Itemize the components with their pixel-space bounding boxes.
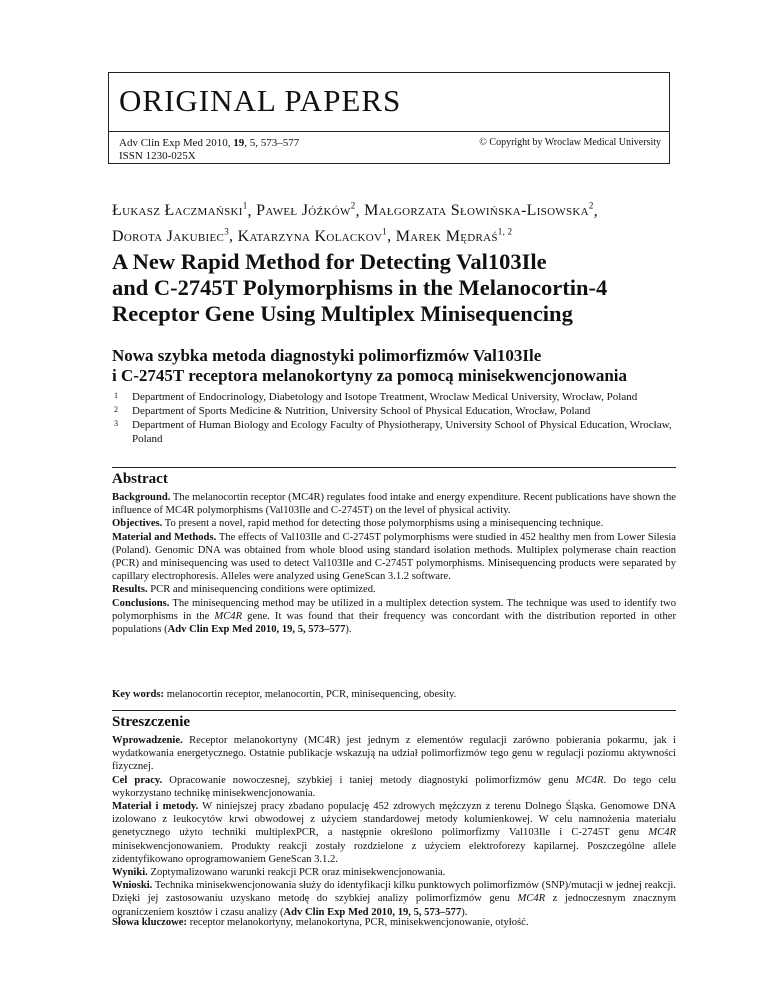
author: Paweł Jóźków$^2$: [256, 201, 356, 220]
streszczenie-wprowadzenie: Wprowadzenie. Receptor melanokortyny (MC4R) jest jednym z elementów regulacji zarówno pobierania pokarmu, jak i wydatkowania energetycznego. Ostatnie publikacje wskazują na udział polimorfizmów tego genu w regulacji poziomu aktywności fizycznej.: [112, 735, 676, 773]
journal-volume: 19: [233, 137, 245, 149]
streszczenie-body: [112, 734, 676, 919]
header-divider: [109, 131, 669, 132]
abstract-methods: Material and Methods. The effects of Val103Ile and C-2745T polymorphisms were studied in 452 healthy men from Lower Silesia (Poland). Genomic DNA was obtained from whole blood using standard isolation methods. Multiplex polymerase chain reaction (PCR) and minisequencing was used to detect Val103Ile and C-2745T polymorphisms. Minisequencing products were separated by capillary electrophoresis. Alleles were analyzed using GeneScan 3.1.2 software.: [112, 531, 676, 583]
author: Małgorzata Słowińska-Lisowska$^2$: [364, 201, 594, 220]
streszczenie-divider: [112, 710, 676, 711]
issn: ISSN 1230-025X: [119, 150, 196, 162]
streszczenie-metody: Materiał i metody. W niniejszej pracy zbadano populację 452 zdrowych mężczyzn z terenu Dolnego Śląska. Genomowe DNA izolowano z leukocytów krwi obwodowej z użyciem standardowej metody kolumienkowej. W celu namnożenia materiału genetycznego użyto techniki multiplexPCR, a następnie określono polimorfizmy Val103Ile i C-2745T genu MC4R minisekwencjonowaniem. Produkty reakcji zostały rozdzielone z użyciem elektroforezy kapilarnej. Poszczególne allele zidentyfikowano oprogramowaniem GeneScan 3.1.2.: [112, 801, 676, 865]
author: Marek Mędraś$^{1, 2}$: [395, 226, 513, 245]
copyright: © Copyright by Wroclaw Medical University: [479, 137, 661, 148]
streszczenie-keywords: Słowa kluczowe: receptor melanokortyny, melanokortyna, PCR, minisekwencjonowanie, otyłość.: [112, 917, 529, 928]
affiliation-item: 2 Department of Sports Medicine & Nutrition, University School of Physical Education, Wrocław, Poland: [114, 405, 591, 417]
author: Katarzyna Kolackov$^1$: [237, 226, 388, 245]
affiliation-item: 1 Department of Endocrinology, Diabetology and Isotope Treatment, Wroclaw Medical University, Wrocław, Poland: [114, 391, 638, 403]
abstract-background: Background. The melanocortin receptor (MC4R) regulates food intake and energy expenditure. Recent publications have shown the influence of MC4R polymorphisms (Val103Ile and C-2745T) on the level of physical activity.: [112, 492, 676, 517]
section-header-box: [108, 72, 670, 164]
author: Łukasz Łaczmański$^1$: [112, 201, 248, 220]
journal-citation: [119, 137, 299, 163]
abstract-heading: Abstract: [112, 471, 168, 487]
abstract-divider: [112, 467, 676, 468]
streszczenie-heading: Streszczenie: [112, 714, 191, 730]
journal-pages: , 5, 573–577: [244, 137, 300, 149]
affiliations: [112, 390, 676, 446]
section-title: ORIGINAL PAPERS: [119, 83, 402, 118]
author-list: Łukasz Łaczmański$^1$, Paweł Jóźków$^2$, Małgorzata Słowińska-Lisowska$^2$, Dorota Jakubiec$^3$, Katarzyna Kolackov$^1$, Marek Mędraś$^{1, 2}$: [112, 201, 599, 245]
abstract-keywords: Key words: melanocortin receptor, melanocortin, PCR, minisequencing, obesity.: [112, 689, 457, 700]
abstract-objectives: Objectives. To present a novel, rapid method for detecting those polymorphisms using a minisequencing technique.: [112, 518, 604, 530]
streszczenie-wyniki: Wyniki. Zoptymalizowano warunki reakcji PCR oraz minisekwencjonowania.: [112, 867, 446, 879]
abstract-results: Results. PCR and minisequencing conditions were optimized.: [112, 584, 376, 596]
streszczenie-cel: Cel pracy. Opracowanie nowoczesnej, szybkiej i taniej metody diagnostyki polimorfizmów genu MC4R. Do tego celu wykorzystano technikę minisekwencjonowania.: [112, 774, 676, 799]
abstract-conclusions: Conclusions. The minisequencing method may be utilized in a multiplex detection system. The technique was used to identify two polymorphisms in the MC4R gene. It was found that their frequency was concordant with the distribution reported in other populations (Adv Clin Exp Med 2010, 19, 5, 573–577).: [112, 597, 676, 636]
author: Dorota Jakubiec$^3$: [112, 226, 229, 245]
article-subtitle: Nowa szybka metoda diagnostyki polimorfizmów Val103Ile i C-2745T receptora melanokortyny za pomocą minisekwencjonowania: [112, 346, 628, 385]
streszczenie-wnioski: Wnioski. Technika minisekwencjonowania służy do identyfikacji kilku punktowych polimorfizmów (SNP)/mutacji w jednej reakcji. Dzięki jej zastosowaniu uzyskano metodę do szybkiej analizy polimorfizmów genu MC4R z jednoczesnym znacznym ograniczeniem kosztów i czasu analizy (Adv Clin Exp Med 2010, 19, 5, 573–577).: [112, 880, 676, 918]
abstract-body: [112, 491, 676, 636]
article-title: A New Rapid Method for Detecting Val103Ile and C-2745T Polymorphisms in the Melanocortin-4 Receptor Gene Using Multiplex Minisequencing: [112, 249, 608, 326]
affiliation-item: 3 Department of Human Biology and Ecology Faculty of Physiotherapy, University School of Physical Education, Wrocław, Poland: [114, 419, 672, 445]
journal-name: Adv Clin Exp Med 2010,: [119, 137, 234, 149]
